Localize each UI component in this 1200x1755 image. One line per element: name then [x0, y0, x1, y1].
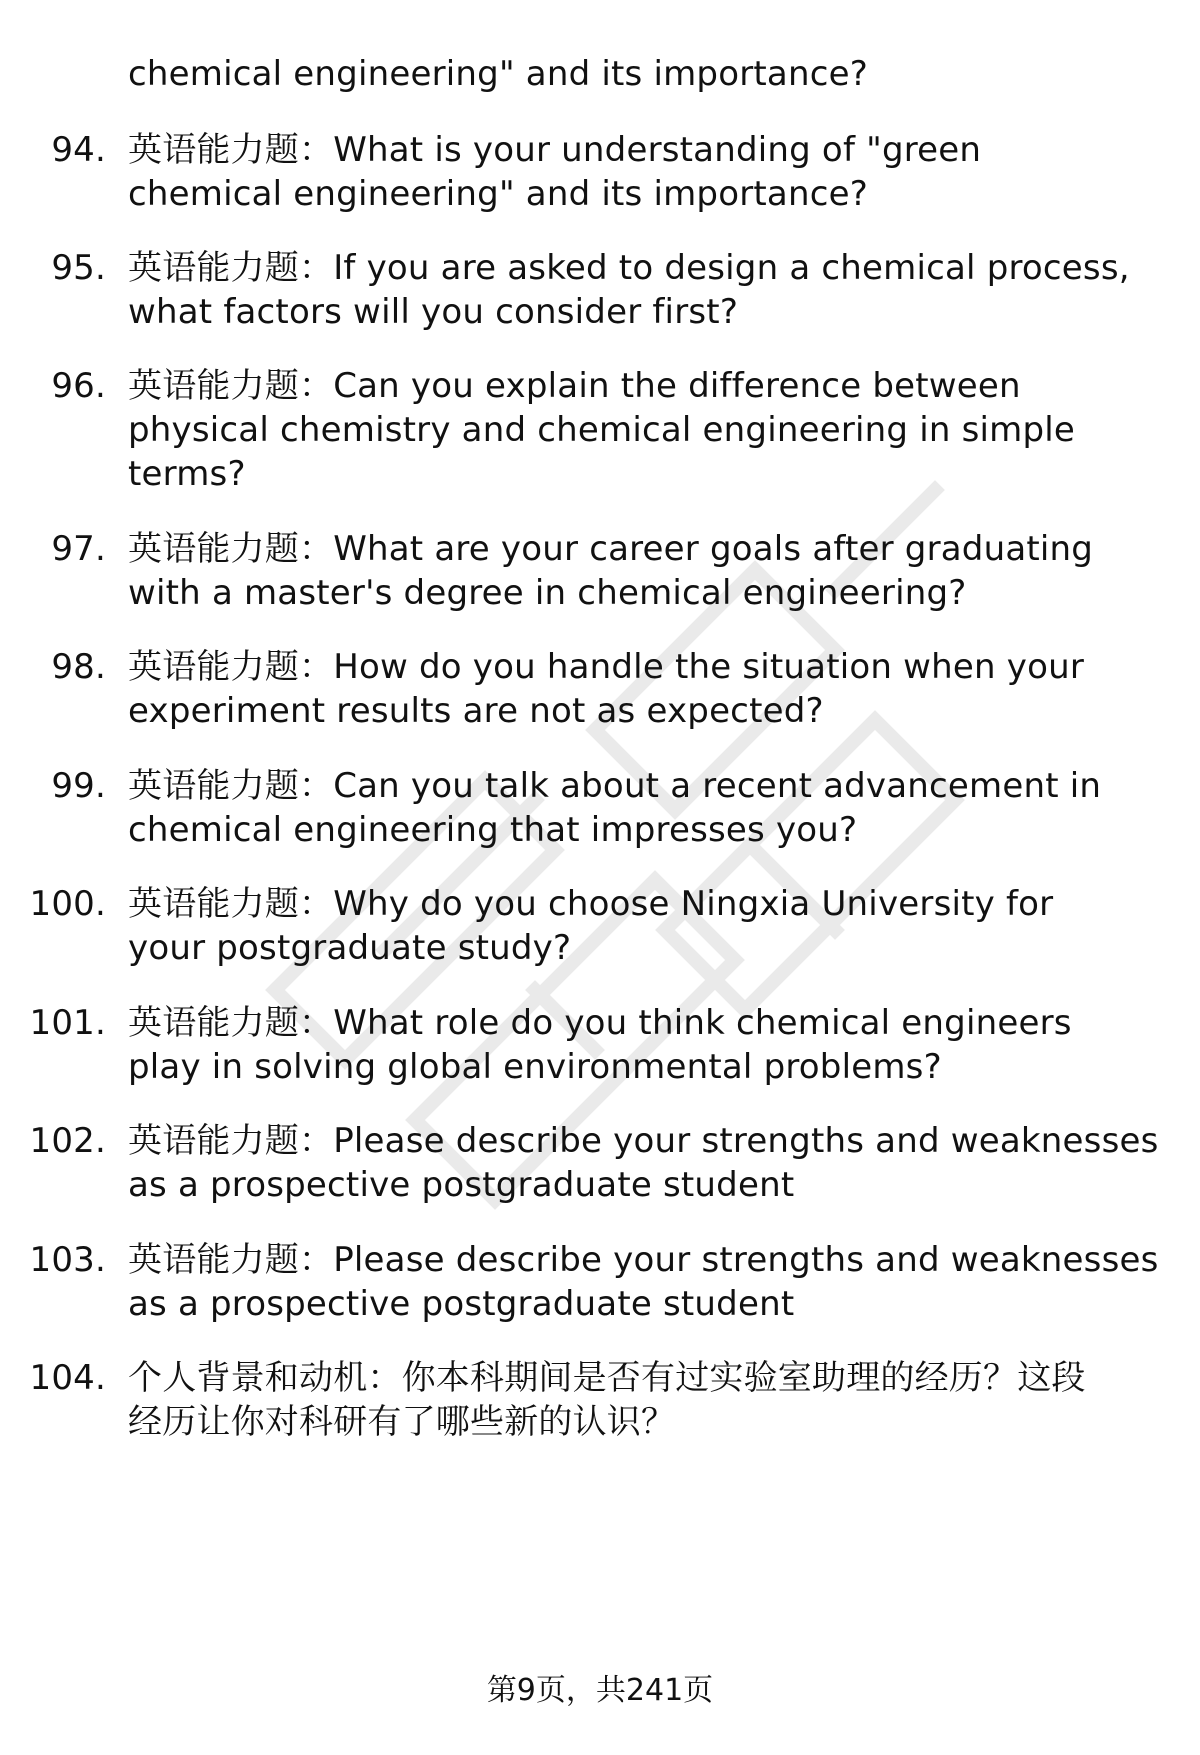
question-text-line: 英语能力题：If you are asked to design a chemical process, [128, 248, 1130, 288]
page-footer: 第9页，共241页 [486, 1673, 714, 1708]
question-text-line: your postgraduate study? [128, 928, 572, 968]
question-number: 104. [29, 1358, 106, 1398]
question-text-line: 英语能力题：Can you explain the difference between [128, 366, 1021, 406]
question-text-line: 英语能力题：Please describe your strengths and weaknesses [128, 1240, 1159, 1280]
question-text-line: 英语能力题：Please describe your strengths and weaknesses [128, 1121, 1159, 1161]
question-text-line: as a prospective postgraduate student [128, 1284, 795, 1324]
question-text-line: play in solving global environmental problems? [128, 1047, 942, 1087]
question-text-line: with a master's degree in chemical engineering? [128, 573, 967, 613]
question-number: 99. [51, 766, 106, 806]
question-text-line: 经历让你对科研有了哪些新的认识？ [128, 1402, 676, 1442]
question-text-line: 英语能力题：Can you talk about a recent advancement in [128, 766, 1102, 806]
question-text-line: chemical engineering that impresses you? [128, 810, 858, 850]
question-number: 103. [29, 1240, 106, 1280]
question-number: 95. [51, 248, 106, 288]
question-number: 94. [51, 130, 106, 170]
question-text-line: 英语能力题：What role do you think chemical engineers [128, 1003, 1072, 1043]
question-number: 97. [51, 529, 106, 569]
question-text-line: 英语能力题：What are your career goals after graduating [128, 529, 1094, 569]
question-text-line: as a prospective postgraduate student [128, 1165, 795, 1205]
question-text-line: 个人背景和动机：你本科期间是否有过实验室助理的经历？这段 [128, 1358, 1086, 1398]
question-number: 98. [51, 647, 106, 687]
question-number: 102. [29, 1121, 106, 1161]
question-text-line: physical chemistry and chemical engineering in simple [128, 410, 1076, 450]
question-text-line: terms? [128, 454, 246, 494]
question-text-line: 英语能力题：Why do you choose Ningxia University for [128, 884, 1054, 924]
question-text-line: chemical engineering" and its importance? [128, 174, 868, 214]
continued-question-line: chemical engineering" and its importance? [128, 54, 868, 94]
question-text-line: 英语能力题：How do you handle the situation when your [128, 647, 1085, 687]
question-text-line: 英语能力题：What is your understanding of "green [128, 130, 982, 170]
question-text-line: experiment results are not as expected? [128, 691, 824, 731]
question-number: 101. [29, 1003, 106, 1043]
question-number: 96. [51, 366, 106, 406]
question-text-line: what factors will you consider first? [128, 292, 739, 332]
question-number: 100. [29, 884, 106, 924]
